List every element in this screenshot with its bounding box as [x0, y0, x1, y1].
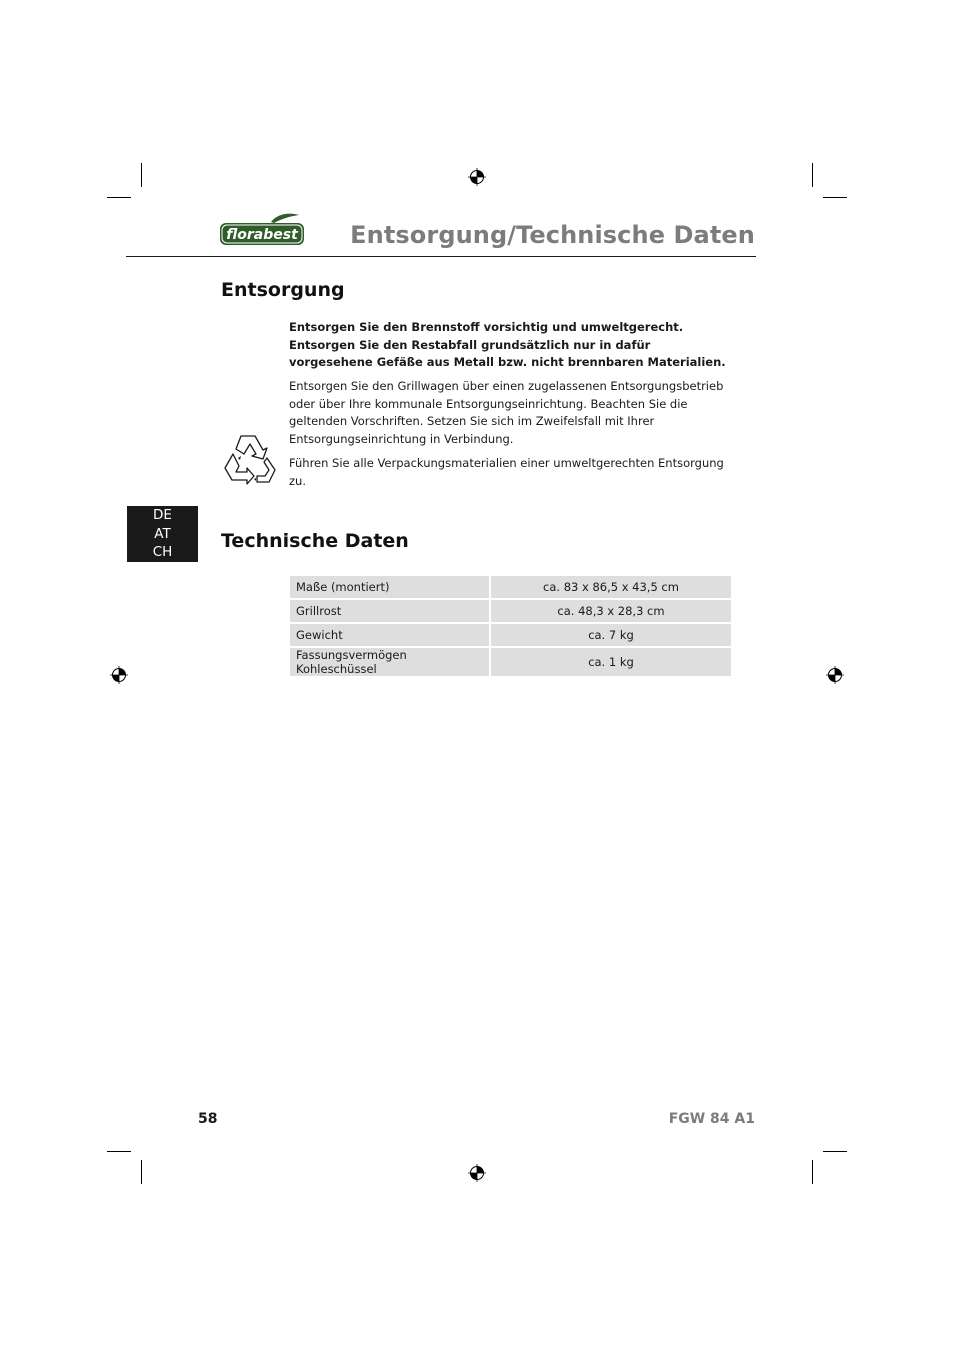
entsorgung-paragraph-grill: Entsorgen Sie den Grillwagen über einen zugelassenen Entsorgungsbetrieb oder über Ihre kommunale Entsorgungseinrichtung. Beachten Sie die geltenden Vorschriften. Setzen Sie sich im Zweifelsfall mit Ihrer Entsorgungseinrichtung in Verbindung.	[289, 379, 724, 446]
crop-mark	[812, 163, 813, 187]
language-tab	[127, 506, 198, 562]
model-number: FGW 84 A1	[668, 1111, 755, 1127]
entsorgung-heading: Entsorgung	[221, 279, 345, 301]
crop-mark	[107, 197, 131, 198]
crop-mark	[141, 1160, 142, 1184]
spec-value: ca. 83 x 86,5 x 43,5 cm	[491, 576, 731, 600]
crop-mark	[812, 1160, 813, 1184]
registration-mark-icon	[110, 666, 128, 684]
spec-label: Fassungsvermögen Kohleschüssel	[290, 648, 491, 678]
entsorgung-paragraph-packaging: Führen Sie alle Verpackungsmaterialien einer umweltgerechten Entsorgung zu.	[289, 456, 724, 488]
header-rule	[126, 256, 756, 257]
technische-daten-heading: Technische Daten	[221, 530, 409, 552]
table-row	[290, 576, 731, 600]
spec-value: ca. 48,3 x 28,3 cm	[491, 600, 731, 624]
spec-label: Maße (montiert)	[290, 576, 491, 600]
table-row	[290, 624, 731, 648]
language-at: AT	[154, 525, 171, 542]
registration-mark-icon	[468, 168, 486, 186]
spec-value: ca. 1 kg	[491, 648, 731, 678]
florabest-logo	[219, 213, 305, 247]
page-number: 58	[198, 1111, 218, 1127]
language-ch: CH	[152, 544, 173, 560]
crop-mark	[823, 1151, 847, 1152]
spec-value: ca. 7 kg	[491, 624, 731, 648]
crop-mark	[141, 163, 142, 187]
page-title: Entsorgung/Technische Daten	[350, 221, 755, 249]
spec-label: Grillrost	[290, 600, 491, 624]
table-row	[290, 648, 731, 678]
crop-mark	[823, 197, 847, 198]
recycle-icon	[221, 432, 279, 488]
specs-table	[290, 576, 731, 678]
language-de: DE	[153, 507, 172, 523]
crop-mark	[107, 1151, 131, 1152]
registration-mark-icon	[826, 666, 844, 684]
spec-label: Gewicht	[290, 624, 491, 648]
table-row	[290, 600, 731, 624]
entsorgung-paragraph-fuel: Entsorgen Sie den Brennstoff vorsichtig und umweltgerecht. Entsorgen Sie den Restabfall grundsätzlich nur in dafür vorgesehene Gefäße aus Metall bzw. nicht brennbaren Materialien.	[289, 320, 726, 369]
logo-text: florabest	[226, 227, 298, 243]
registration-mark-icon	[468, 1164, 486, 1182]
